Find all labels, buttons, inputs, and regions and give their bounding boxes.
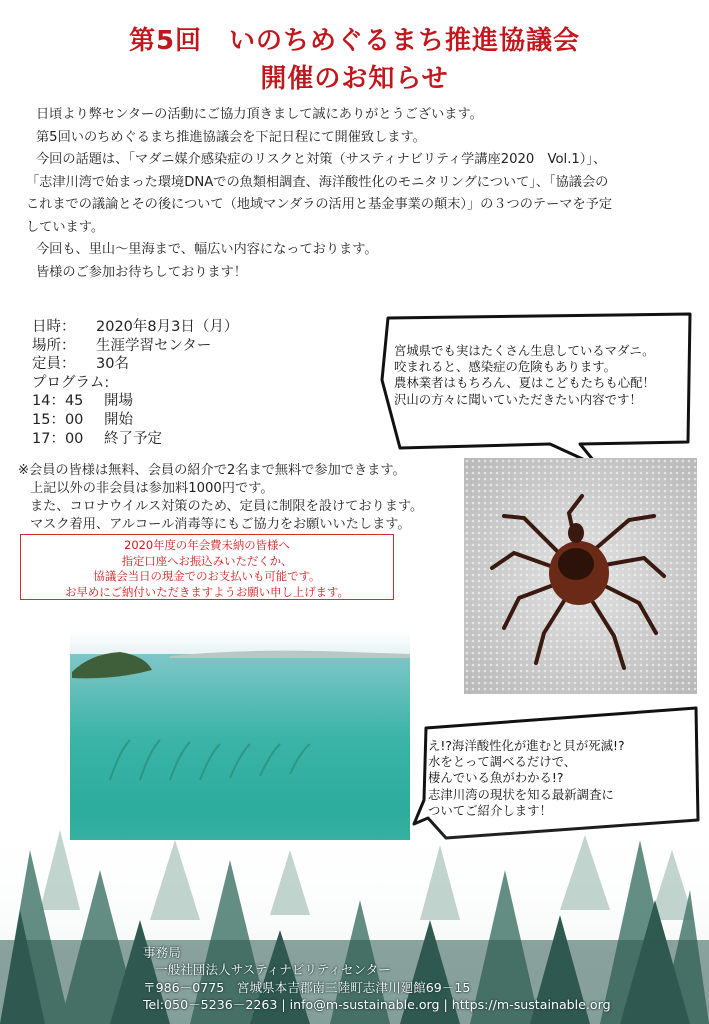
program-label: プログラム: (32, 374, 110, 391)
bubble-line: 水をとって調べるだけで、 (428, 754, 577, 770)
page-title: 第5回 いのちめぐるまち推進協議会 (128, 26, 581, 56)
capacity-row (32, 355, 238, 374)
bubble-line: 農林業者はもちろん、夏はこどもたちも心配！ (394, 375, 655, 391)
program-event: 終了予定 (104, 430, 162, 447)
program-time: 14：45 (32, 393, 84, 410)
contact-line: Tel:050－5236－2263 | info@m-sustainable.org | https://m-sustainable.org (143, 997, 611, 1013)
note-line: また、コロナウイルス対策のため、定員に制限を設けております。 (30, 499, 424, 514)
program-time: 15：00 (32, 411, 84, 428)
capacity-value: 30名 (96, 356, 129, 373)
shizugawa-bay-photo (70, 630, 410, 840)
place-label: 場所： (32, 337, 76, 354)
program-event: 開始 (104, 411, 133, 428)
program-time: 17：00 (32, 430, 84, 447)
intro-line: 日頃より弊センターの活動にご協力頂きまして誠にありがとうございます。 (36, 107, 483, 122)
date-label: 日時： (32, 319, 76, 335)
event-details (32, 318, 238, 448)
place-row (32, 337, 238, 356)
capacity-label: 定員： (32, 356, 76, 373)
program-item (32, 392, 238, 411)
page-subtitle: 開催のお知らせ (260, 64, 449, 94)
bubble-line: 咬まれると、感染症の危険もあります。 (394, 359, 617, 375)
program-item (32, 430, 238, 449)
membership-fee-notice (20, 534, 394, 600)
note-line: 上記以外の非会員は参加料1000円です。 (30, 481, 274, 496)
intro-line: しています。 (26, 219, 105, 235)
footer-contact (143, 944, 611, 1014)
date-value: 2020年8月3日（月） (96, 319, 239, 335)
program-item (32, 411, 238, 430)
bubble-sea-text (428, 738, 625, 819)
date-row (32, 318, 238, 337)
tick-photo (464, 458, 697, 694)
notice-line: 2020年度の年会費未納の皆様へ (124, 538, 290, 552)
notice-line: 指定口座へお振込みいただくか、 (121, 553, 293, 568)
intro-line: これまでの議論とその後について（地域マンダラの活用と基金事業の顛末）」の３つのテーマを予定 (26, 197, 613, 212)
bubble-line: 宮城県でも実はたくさん生息しているマダニ。 (394, 343, 655, 358)
note-line: マスク着用、アルコール消毒等にもご協力をお願いいたします。 (30, 517, 411, 532)
intro-line: 今回の話題は、「マダニ媒介感染症のリスクと対策（サスティナビリティ学講座2020 Vol.1）」、 (36, 152, 607, 167)
intro-text (26, 104, 696, 284)
program-event: 開場 (104, 393, 133, 410)
intro-line: 皆様のご参加お待ちしております！ (36, 264, 247, 280)
notice-line: 協議会当日の現金でのお支払いも可能です。 (93, 569, 321, 583)
bubble-line: え!?海洋酸性化が進むと貝が死滅!? (428, 738, 625, 753)
bubble-tick-text (394, 343, 655, 408)
intro-line: 第5回いのちめぐるまち推進協議会を下記日程にて開催致します。 (36, 129, 426, 145)
bubble-line: 棲んでいる魚がわかる!? (428, 770, 564, 786)
bubble-line: 沢山の方々に聞いていただきたい内容です！ (394, 391, 642, 407)
note-line: ※会員の皆様は無料、会員の紹介で2名まで無料で参加できます。 (18, 463, 406, 478)
address: 〒986－0775 宮城県本吉郡南三陸町志津川廻館69－15 (143, 979, 471, 995)
bubble-line: 志津川湾の現状を知る最新調査に (428, 786, 614, 802)
office-label: 事務局 (143, 945, 181, 960)
organization-name: 一般社団法人サスティナビリティセンター (155, 962, 391, 978)
intro-line: 今回も、里山～里海まで、幅広い内容になっております。 (36, 242, 378, 257)
notice-line: お早めにご納付いただきますようお願い申し上げます。 (65, 584, 349, 599)
intro-line: 「志津川湾で始まった環境DNAでの魚類相調査、海洋酸性化のモニタリングについて」、「協議会の (26, 174, 609, 190)
place-value: 生涯学習センター (96, 337, 212, 354)
participation-notes (18, 462, 423, 534)
